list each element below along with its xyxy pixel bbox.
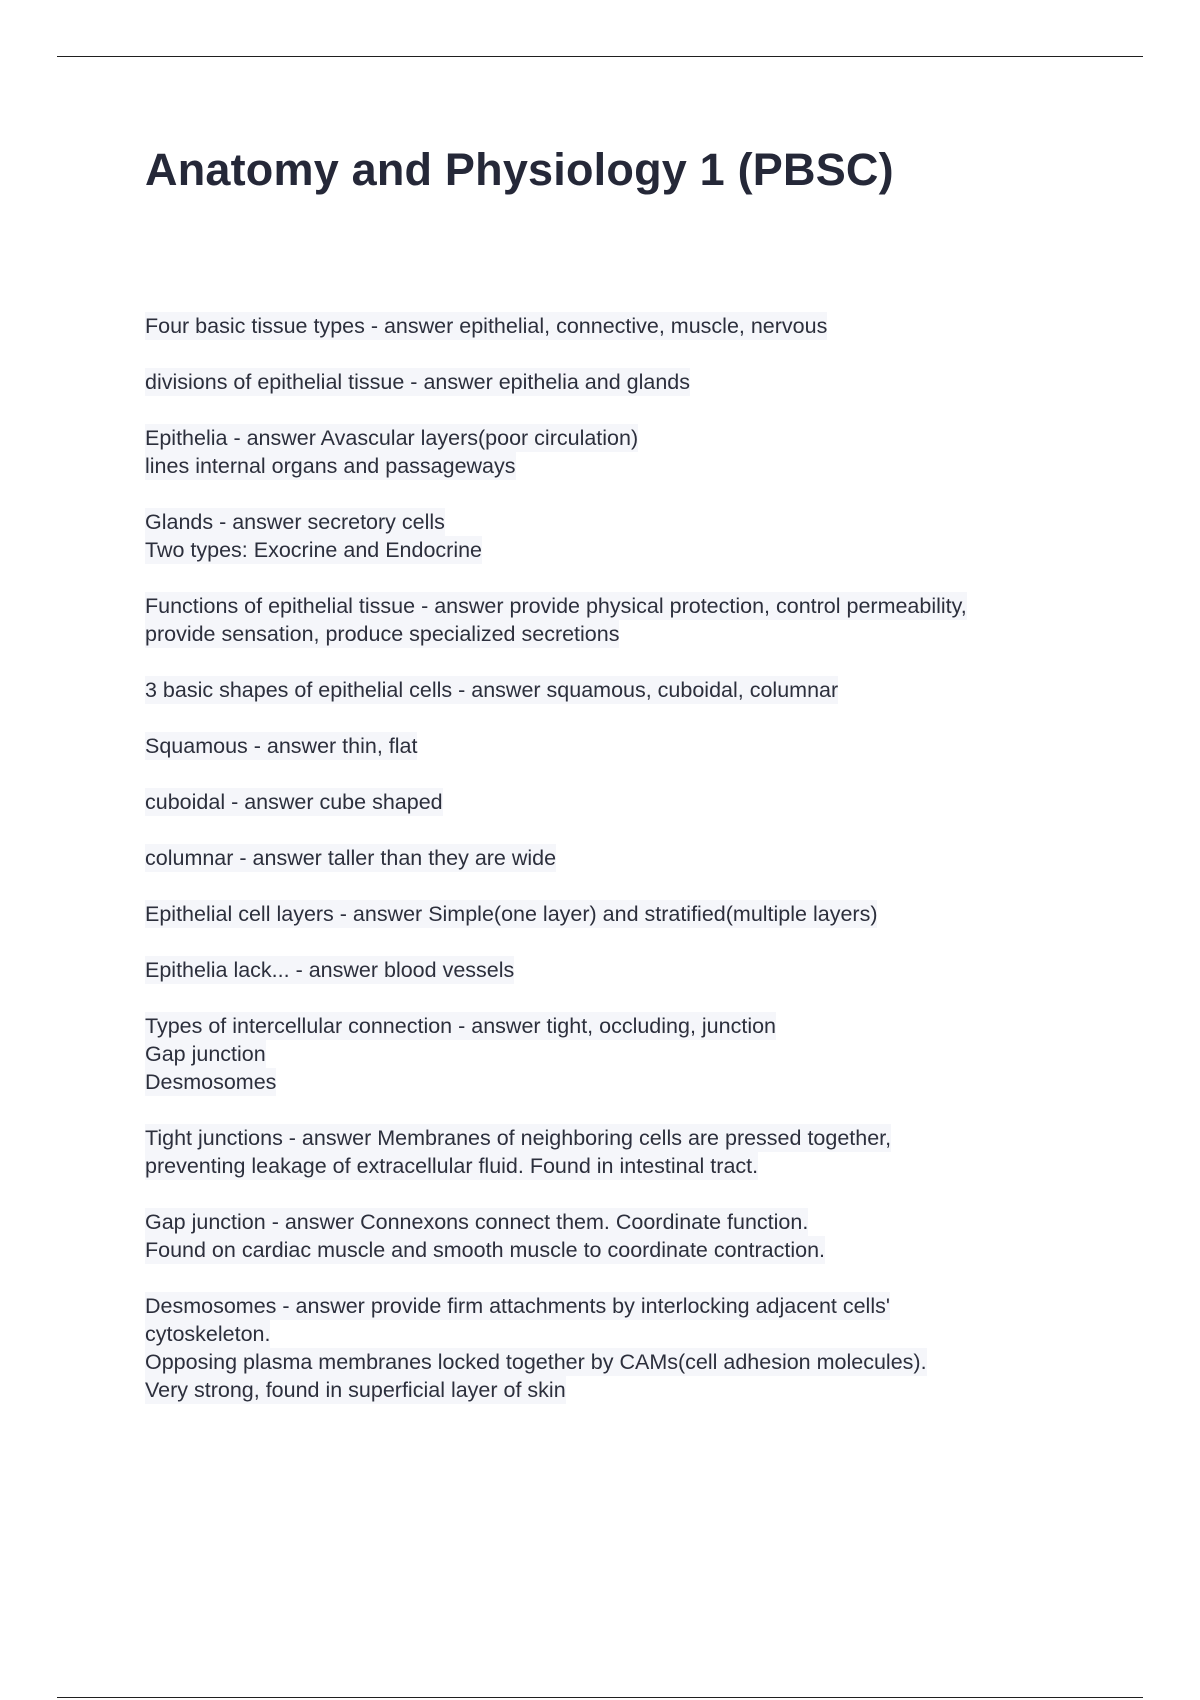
entry-line: lines internal organs and passageways (145, 454, 516, 478)
entry-line: Found on cardiac muscle and smooth muscle to coordinate contraction. (145, 1238, 826, 1262)
flashcard-entry (145, 1208, 1105, 1264)
entry-line: Tight junctions - answer Membranes of neighboring cells are pressed together, (145, 1126, 892, 1150)
entry-line: Types of intercellular connection - answer tight, occluding, junction (145, 1014, 777, 1038)
document-title: Anatomy and Physiology 1 (PBSC) (145, 144, 894, 195)
flashcard-entry (145, 900, 1105, 928)
entry-line: preventing leakage of extracellular fluid. Found in intestinal tract. (145, 1154, 759, 1178)
entry-line: 3 basic shapes of epithelial cells - answer squamous, cuboidal, columnar (145, 678, 839, 702)
entry-line: Epithelia - answer Avascular layers(poor circulation) (145, 426, 639, 450)
flashcard-entry (145, 312, 1105, 340)
entry-line: Very strong, found in superficial layer of skin (145, 1378, 566, 1402)
entry-line: Desmosomes (145, 1070, 277, 1094)
entry-line: Gap junction (145, 1042, 266, 1066)
flashcard-entry (145, 368, 1105, 396)
entry-line: divisions of epithelial tissue - answer epithelia and glands (145, 370, 690, 394)
entry-line: Opposing plasma membranes locked together by CAMs(cell adhesion molecules). (145, 1350, 927, 1374)
flashcard-list (145, 312, 1105, 1432)
top-rule (57, 56, 1143, 57)
entry-line: provide sensation, produce specialized secretions (145, 622, 620, 646)
entry-line: Glands - answer secretory cells (145, 510, 445, 534)
flashcard-entry (145, 1124, 1105, 1180)
entry-line: Squamous - answer thin, flat (145, 734, 418, 758)
flashcard-entry (145, 1292, 1105, 1404)
entry-line: Epithelial cell layers - answer Simple(one layer) and stratified(multiple layers) (145, 902, 878, 926)
entry-line: Functions of epithelial tissue - answer provide physical protection, control permeability, (145, 594, 967, 618)
entry-line: Gap junction - answer Connexons connect them. Coordinate function. (145, 1210, 809, 1234)
entry-line: cytoskeleton. (145, 1322, 271, 1346)
entry-line: Epithelia lack... - answer blood vessels (145, 958, 515, 982)
flashcard-entry (145, 956, 1105, 984)
flashcard-entry (145, 844, 1105, 872)
flashcard-entry (145, 676, 1105, 704)
bottom-rule (57, 1697, 1143, 1698)
entry-line: Two types: Exocrine and Endocrine (145, 538, 483, 562)
flashcard-entry (145, 732, 1105, 760)
entry-line: Four basic tissue types - answer epithelial, connective, muscle, nervous (145, 314, 828, 338)
entry-line: Desmosomes - answer provide firm attachments by interlocking adjacent cells' (145, 1294, 890, 1318)
flashcard-entry (145, 508, 1105, 564)
flashcard-entry (145, 788, 1105, 816)
flashcard-entry (145, 592, 1105, 648)
flashcard-entry (145, 424, 1105, 480)
flashcard-entry (145, 1012, 1105, 1096)
entry-line: columnar - answer taller than they are wide (145, 846, 557, 870)
entry-line: cuboidal - answer cube shaped (145, 790, 443, 814)
